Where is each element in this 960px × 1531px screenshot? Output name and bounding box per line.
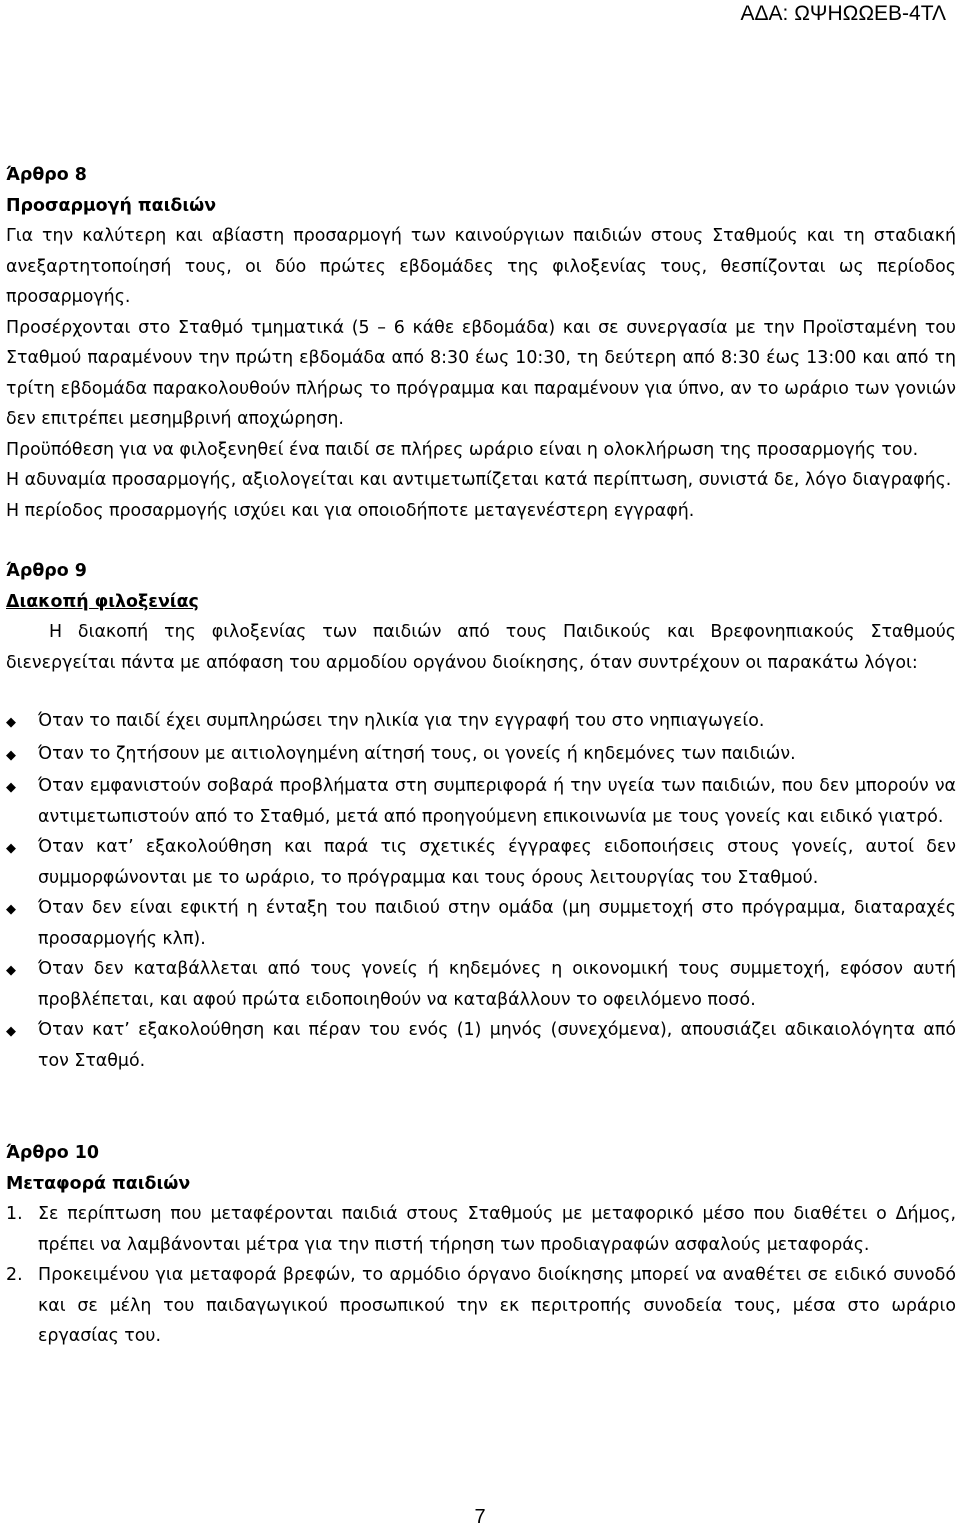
article-10-number: Άρθρο 10: [6, 1143, 99, 1163]
list-item: [6, 893, 956, 954]
diamond-bullet-icon: ◆: [6, 715, 16, 730]
item-text: Σε περίπτωση που μεταφέρονται παιδιά στους Σταθμούς με μεταφορικό μέσο που διαθέτει ο Δήμος, πρέπει να λαμβάνονται μέτρα για την πιστή τήρηση των προδιαγραφών ασφαλούς μεταφοράς.: [38, 1204, 956, 1255]
diamond-bullet-icon: ◆: [6, 780, 16, 795]
article-8: [6, 160, 956, 526]
article-9-intro: Η διακοπή της φιλοξενίας των παιδιών από τους Παιδικούς και Βρεφονηπιακούς Σταθμούς διενεργείται πάντα με απόφαση του αρμοδίου οργάνου διοίκησης, όταν συντρέχουν οι παρακάτω λόγοι:: [6, 622, 956, 673]
list-item: [6, 706, 956, 739]
article-8-title: Προσαρμογή παιδιών: [6, 195, 217, 216]
article-9-title: Διακοπή φιλοξενίας: [6, 591, 199, 612]
diamond-bullet-icon: ◆: [6, 841, 16, 856]
article-10-title: Μεταφορά παιδιών: [6, 1173, 191, 1194]
list-item-text: Όταν εμφανιστούν σοβαρά προβλήματα στη συμπεριφορά ή την υγεία των παιδιών, που δεν μπορούν να αντιμετωπιστούν από το Σταθμό, μετά από προηγούμενη επικοινωνία με τους γονείς και ειδικό γιατρό.: [38, 776, 956, 827]
list-item: [6, 771, 956, 832]
article-8-paragraph: Για την καλύτερη και αβίαστη προσαρμογή των καινούργιων παιδιών στους Σταθμούς και τη σταδιακή ανεξαρτητοποίησή τους, οι δύο πρώτες εβδομάδες της φιλοξενίας τους, θεσπίζονται ως περίοδος προσαρμογής.: [6, 226, 956, 307]
diamond-bullet-icon: ◆: [6, 1024, 16, 1039]
list-item-text: Όταν δεν είναι εφικτή η ένταξη του παιδιού στην ομάδα (μη συμμετοχή στο πρόγραμμα, διαταραχές προσαρμογής κλπ).: [38, 898, 956, 949]
page-number: 7: [474, 1506, 486, 1528]
list-item: [6, 832, 956, 893]
article-10: [6, 1138, 956, 1352]
diamond-bullet-icon: ◆: [6, 902, 16, 917]
numbered-item: [6, 1260, 956, 1352]
article-8-paragraph: Η περίοδος προσαρμογής ισχύει και για οποιοδήποτε μεταγενέστερη εγγραφή.: [6, 500, 695, 521]
article-8-paragraph: Προϋπόθεση για να φιλοξενηθεί ένα παιδί σε πλήρες ωράριο είναι η ολοκλήρωση της προσαρμογής του.: [6, 439, 919, 460]
item-text: Προκειμένου για μεταφορά βρεφών, το αρμόδιο όργανο διοίκησης μπορεί να αναθέτει σε ειδικό συνοδό και σε μέλη του παιδαγωγικού προσωπικού την εκ περιτροπής συνοδεία τους, μέσα στο ωράριο εργασίας του.: [38, 1265, 956, 1346]
list-item-text: Όταν το ζητήσουν με αιτιολογημένη αίτησή τους, οι γονείς ή κηδεμόνες των παιδιών.: [38, 743, 796, 764]
article-9: [6, 556, 956, 1076]
article-8-paragraph: Η αδυναμία προσαρμογής, αξιολογείται και αντιμετωπίζεται κατά περίπτωση, συνιστά δε, λόγο διαγραφής.: [6, 470, 952, 490]
list-item: [6, 954, 956, 1015]
list-item-text: Όταν κατ’ εξακολούθηση και παρά τις σχετικές έγγραφες ειδοποιήσεις στους γονείς, αυτοί δεν συμμορφώνονται με το ωράριο, το πρόγραμμα και τους όρους λειτουργίας του Σταθμού.: [38, 837, 956, 888]
list-item-text: Όταν δεν καταβάλλεται από τους γονείς ή κηδεμόνες η οικονομική τους συμμετοχή, εφόσον αυτή προβλέπεται, και αφού πρώτα ειδοποιηθούν να καταβάλλουν το οφειλόμενο ποσό.: [38, 959, 956, 1010]
item-number: 2.: [6, 1265, 23, 1285]
article-9-number: Άρθρο 9: [6, 561, 87, 581]
list-item: [6, 739, 956, 772]
list-item-text: Όταν το παιδί έχει συμπληρώσει την ηλικία για την εγγραφή του στο νηπιαγωγείο.: [38, 711, 765, 731]
document-body: [6, 160, 956, 1352]
diamond-bullet-icon: ◆: [6, 747, 16, 763]
numbered-item: [6, 1199, 956, 1260]
item-number: 1.: [6, 1204, 23, 1224]
list-item-text: Όταν κατ’ εξακολούθηση και πέραν του ενός (1) μηνός (συνεχόμενα), απουσιάζει αδικαιολόγητα από τον Σταθμό.: [38, 1020, 956, 1071]
article-8-number: Άρθρο 8: [6, 165, 87, 185]
article-9-bullet-list: [6, 706, 956, 1076]
list-item: [6, 1015, 956, 1076]
article-8-paragraph: Προσέρχονται στο Σταθμό τμηματικά (5 – 6 κάθε εβδομάδα) και σε συνεργασία με την Προϊσταμένη του Σταθμού παραμένουν την πρώτη εβδομάδα από 8:30 έως 10:30, τη δεύτερη από 8:30 έως 13:00 και από τη τρίτη εβδομάδα παρακολουθούν πλήρως το πρόγραμμα και παραμένουν για ύπνο, αν το ωράριο των γονιών δεν επιτρέπει μεσημβρινή αποχώρηση.: [6, 317, 956, 429]
diamond-bullet-icon: ◆: [6, 963, 16, 978]
document-code: ΑΔΑ: ΩΨΗΩΩΕΒ-4ΤΛ: [740, 2, 946, 25]
